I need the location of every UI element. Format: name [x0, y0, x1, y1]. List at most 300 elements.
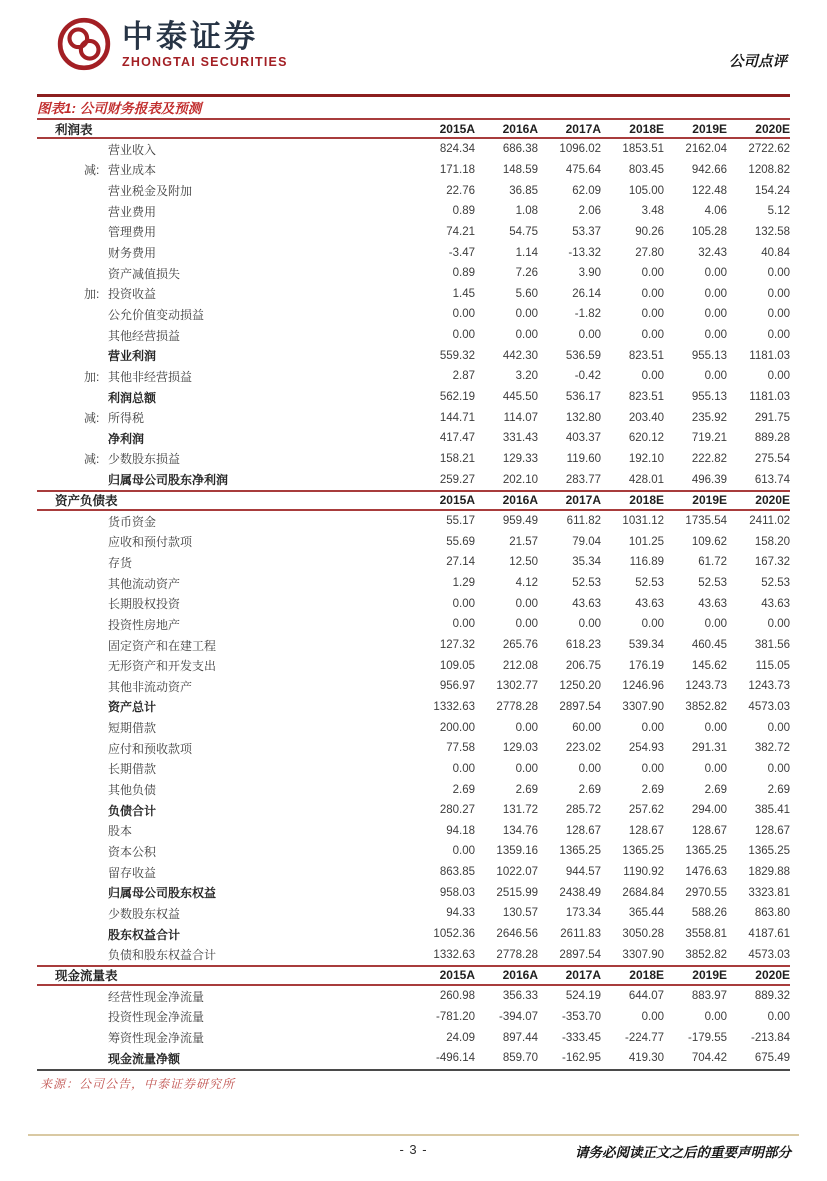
value-cell: 5.60 [515, 287, 538, 300]
value-cell: 0.00 [641, 370, 664, 383]
value-cell: 1365.25 [559, 845, 601, 858]
value-cell: 7.26 [515, 267, 538, 280]
table-row [37, 222, 790, 243]
row-label [37, 471, 412, 488]
value-cell: 2778.28 [496, 700, 538, 713]
value-cell: 1853.51 [622, 143, 664, 156]
value-cell: 74.21 [446, 225, 475, 238]
value-cell: 291.31 [691, 742, 727, 755]
value-cell: 52.53 [572, 577, 601, 590]
value-cell: 417.47 [439, 432, 475, 445]
year-header: 2015A [439, 968, 475, 983]
value-cell: 2.87 [452, 370, 475, 383]
table-row [37, 325, 790, 346]
table-row [37, 614, 790, 635]
value-cell: 2.69 [641, 783, 664, 796]
value-cell: 0.00 [767, 267, 790, 280]
value-cell: 1476.63 [685, 866, 727, 879]
row-item-name: 营业利润 [108, 349, 157, 364]
value-cell: 889.28 [754, 432, 790, 445]
row-item-name: 固定资产和在建工程 [108, 638, 217, 653]
value-cell: 130.57 [502, 907, 538, 920]
table-row [37, 469, 790, 490]
value-cell: 4.06 [704, 205, 727, 218]
value-cell: 955.13 [691, 349, 727, 362]
value-cell: 119.60 [566, 452, 601, 465]
value-cell: 54.75 [509, 225, 538, 238]
value-cell: 0.00 [578, 329, 601, 342]
table-row [37, 449, 790, 470]
row-item-name: 投资性现金净流量 [108, 1010, 205, 1025]
value-cell: 4573.03 [748, 948, 790, 961]
table-row [37, 862, 790, 883]
value-cell: 260.98 [439, 990, 475, 1003]
value-cell: 62.09 [572, 184, 601, 197]
value-cell: 43.63 [572, 597, 601, 610]
value-cell: -213.84 [750, 1031, 790, 1044]
row-label [37, 182, 412, 199]
value-cell: 275.54 [754, 452, 790, 465]
value-cell: 675.49 [754, 1052, 790, 1065]
row-item-name: 其他负债 [108, 783, 157, 798]
value-cell: 2.69 [452, 783, 475, 796]
value-cell: 1208.82 [748, 163, 790, 176]
value-cell: 109.62 [691, 535, 727, 548]
value-cell: 27.14 [446, 556, 475, 569]
value-cell: 0.00 [641, 721, 664, 734]
year-header: 2018E [629, 121, 664, 136]
value-cell: 3323.81 [748, 886, 790, 899]
row-label [37, 905, 412, 922]
value-cell: 3852.82 [685, 700, 727, 713]
value-cell: 52.53 [761, 577, 790, 590]
section-title: 资产负债表 [55, 494, 118, 509]
value-cell: 0.00 [515, 597, 538, 610]
row-item-name: 无形资产和开发支出 [108, 659, 217, 674]
value-cell: 212.08 [502, 659, 538, 672]
value-cell: 0.00 [767, 1010, 790, 1023]
row-item-name: 应收和预付款项 [108, 535, 193, 550]
value-cell: 291.75 [754, 411, 790, 424]
value-cell: 285.72 [565, 804, 601, 817]
row-item-name: 营业费用 [108, 204, 157, 219]
row-item-name: 留存收益 [108, 865, 157, 880]
row-item-name: 投资收益 [108, 287, 157, 302]
value-cell: 475.64 [565, 163, 601, 176]
value-cell: 0.00 [641, 329, 664, 342]
value-cell: 154.24 [754, 184, 790, 197]
value-cell: 859.70 [502, 1052, 538, 1065]
row-label [37, 223, 412, 240]
row-label [37, 450, 412, 467]
row-label [37, 884, 412, 901]
table-row [37, 387, 790, 408]
value-cell: 145.62 [691, 659, 727, 672]
row-label [37, 430, 412, 447]
value-cell: 24.09 [446, 1031, 475, 1044]
value-cell: 897.44 [502, 1031, 538, 1044]
value-cell: 2162.04 [685, 143, 727, 156]
value-cell: 131.72 [502, 804, 538, 817]
figure-title: 图表1: 公司财务报表及预测 [37, 101, 202, 116]
value-cell: 562.19 [439, 391, 475, 403]
year-header: 2020E [755, 121, 790, 136]
row-item-name: 资产总计 [108, 700, 157, 715]
value-cell: 280.27 [439, 804, 475, 817]
value-cell: 2646.56 [496, 928, 538, 941]
value-cell: 1.45 [452, 287, 475, 300]
value-cell: 3050.28 [622, 928, 664, 941]
value-cell: 1181.03 [749, 349, 790, 362]
value-cell: 79.04 [572, 535, 601, 548]
value-cell: 115.05 [755, 659, 790, 672]
value-cell: 148.59 [502, 163, 538, 176]
zhongtai-logo-emblem [56, 16, 112, 72]
row-label [37, 637, 412, 654]
row-label [37, 533, 412, 550]
year-header: 2017A [565, 121, 601, 136]
row-item-name: 营业税金及附加 [108, 184, 193, 199]
value-cell: 2.69 [515, 783, 538, 796]
value-cell: 536.59 [565, 349, 601, 362]
value-cell: 52.53 [698, 577, 727, 590]
row-item-name: 利润总额 [108, 390, 157, 405]
value-cell: 294.00 [691, 804, 727, 817]
value-cell: 0.00 [767, 287, 790, 300]
row-label [37, 1050, 412, 1067]
value-cell: 2611.83 [560, 928, 601, 941]
value-cell: 254.93 [628, 742, 664, 755]
row-label [37, 719, 412, 736]
row-label [37, 698, 412, 715]
value-cell: 2515.99 [496, 886, 538, 899]
section-title: 现金流量表 [55, 969, 118, 984]
value-cell: 0.89 [452, 267, 475, 280]
row-item-name: 营业收入 [108, 142, 157, 157]
value-cell: 21.57 [509, 535, 538, 548]
value-cell: 0.00 [515, 762, 538, 775]
value-cell: 588.26 [691, 907, 727, 920]
value-cell: -13.32 [568, 246, 601, 259]
row-item-name: 归属母公司股东权益 [108, 886, 217, 901]
table-row [37, 1027, 790, 1048]
year-header: 2017A [565, 968, 601, 983]
value-cell: 40.84 [761, 246, 790, 259]
footer-disclaimer: 请务必阅读正文之后的重要声明部分 [575, 1145, 791, 1160]
value-cell: 171.18 [439, 163, 475, 176]
value-cell: -224.77 [624, 1031, 664, 1044]
row-item-name: 所得税 [108, 411, 145, 426]
table-row [37, 903, 790, 924]
row-label [37, 203, 412, 220]
value-cell: 283.77 [565, 473, 601, 486]
value-cell: 127.32 [439, 639, 475, 652]
value-cell: 116.89 [629, 556, 664, 569]
section-header-row [37, 490, 790, 511]
value-cell: 823.51 [628, 349, 664, 362]
section-title: 利润表 [55, 122, 93, 137]
row-item-name: 少数股东权益 [108, 906, 181, 921]
value-cell: 2.69 [704, 783, 727, 796]
value-cell: 12.50 [509, 556, 538, 569]
value-cell: -333.45 [561, 1031, 601, 1044]
value-cell: 403.37 [565, 432, 601, 445]
value-cell: 1359.16 [496, 845, 538, 858]
row-label [37, 389, 412, 406]
table-row [37, 552, 790, 573]
value-cell: 496.39 [691, 473, 727, 486]
value-cell: 613.74 [754, 473, 790, 486]
row-label [37, 678, 412, 695]
value-cell: 0.00 [704, 308, 727, 321]
value-cell: 1735.54 [685, 515, 727, 528]
value-cell: 1.08 [515, 205, 538, 218]
table-row [37, 532, 790, 553]
value-cell: 2722.62 [748, 143, 790, 156]
row-item-name: 管理费用 [108, 225, 157, 240]
value-cell: 704.42 [691, 1052, 727, 1065]
value-cell: 61.72 [698, 556, 727, 569]
value-cell: 2684.84 [622, 886, 664, 899]
row-item-name: 负债合计 [108, 803, 157, 818]
value-cell: 536.17 [565, 391, 601, 403]
value-cell: -179.55 [687, 1031, 727, 1044]
value-cell: 0.00 [515, 618, 538, 631]
row-label [37, 409, 412, 426]
value-cell: 203.40 [628, 411, 664, 424]
value-cell: 0.00 [704, 721, 727, 734]
value-cell: 3.20 [515, 370, 538, 383]
table-row [37, 655, 790, 676]
value-cell: 173.34 [565, 907, 601, 920]
table-row [37, 821, 790, 842]
value-cell: 206.75 [565, 659, 601, 672]
year-header: 2016A [502, 121, 538, 136]
row-item-name: 公允价值变动损益 [108, 307, 205, 322]
value-cell: 0.00 [515, 721, 538, 734]
row-label [37, 347, 412, 364]
value-cell: 53.37 [572, 225, 601, 238]
row-label [37, 285, 412, 302]
row-item-name: 资产减值损失 [108, 266, 181, 281]
table-row [37, 263, 790, 284]
table-row [37, 242, 790, 263]
value-cell: 77.58 [446, 742, 475, 755]
year-header: 2015A [439, 493, 475, 508]
value-cell: 0.00 [704, 267, 727, 280]
row-prefix: 加: [84, 287, 100, 302]
table-row [37, 1007, 790, 1028]
value-cell: 824.34 [439, 143, 475, 156]
row-label [37, 595, 412, 612]
value-cell: 944.57 [565, 866, 601, 879]
value-cell: 176.19 [628, 659, 664, 672]
value-cell: 109.05 [439, 659, 475, 672]
value-cell: 132.58 [754, 225, 790, 238]
value-cell: 129.03 [502, 742, 538, 755]
table-row [37, 738, 790, 759]
row-label [37, 781, 412, 798]
value-cell: 134.76 [502, 824, 538, 837]
value-cell: 0.00 [641, 287, 664, 300]
value-cell: -496.14 [435, 1052, 475, 1065]
row-item-name: 货币资金 [108, 514, 157, 529]
row-item-name: 现金流量净额 [108, 1051, 181, 1066]
row-item-name: 股本 [108, 824, 133, 839]
value-cell: 3.48 [641, 205, 664, 218]
row-item-name: 其他经营损益 [108, 328, 181, 343]
row-label [37, 244, 412, 261]
value-cell: 4573.03 [748, 700, 790, 713]
row-label [37, 616, 412, 633]
value-cell: 883.97 [691, 990, 727, 1003]
value-cell: 686.38 [502, 143, 538, 156]
value-cell: 1250.20 [559, 680, 601, 693]
value-cell: 158.21 [439, 452, 475, 465]
value-cell: 43.63 [698, 597, 727, 610]
value-cell: 2438.49 [559, 886, 601, 899]
value-cell: 0.00 [452, 308, 475, 321]
value-cell: 428.01 [628, 473, 664, 486]
row-prefix: 减: [84, 163, 100, 178]
value-cell: 442.30 [502, 349, 538, 362]
table-row [37, 1048, 790, 1069]
value-cell: -1.82 [574, 308, 601, 321]
row-label [37, 760, 412, 777]
source-note: 来源：公司公告，中泰证券研究所 [40, 1077, 236, 1091]
value-cell: 0.00 [704, 287, 727, 300]
table-row [37, 944, 790, 965]
value-cell: 105.00 [628, 184, 664, 197]
year-header: 2018E [629, 493, 664, 508]
value-cell: 2411.02 [749, 515, 790, 528]
row-label [37, 327, 412, 344]
value-cell: 1365.25 [748, 845, 790, 858]
value-cell: 0.00 [704, 329, 727, 342]
row-item-name: 其他非经营损益 [108, 369, 193, 384]
value-cell: 385.41 [754, 804, 790, 817]
value-cell: 1096.02 [559, 143, 601, 156]
value-cell: 259.27 [439, 473, 475, 486]
year-header: 2020E [755, 493, 790, 508]
value-cell: 0.00 [641, 762, 664, 775]
value-cell: 0.00 [641, 267, 664, 280]
value-cell: 0.00 [767, 370, 790, 383]
row-label [37, 926, 412, 943]
year-header: 2019E [692, 121, 727, 136]
table-row [37, 841, 790, 862]
year-header: 2018E [629, 968, 664, 983]
row-label [37, 657, 412, 674]
row-label [37, 988, 412, 1005]
value-cell: 889.32 [754, 990, 790, 1003]
value-cell: 539.34 [628, 639, 664, 652]
value-cell: 2.06 [578, 205, 601, 218]
value-cell: 1052.36 [433, 928, 475, 941]
value-cell: 26.14 [572, 287, 601, 300]
footer-rule [28, 1134, 799, 1136]
value-cell: 1.14 [515, 246, 538, 259]
value-cell: 128.67 [565, 824, 601, 837]
value-cell: 55.69 [446, 535, 475, 548]
row-item-name: 筹资性现金净流量 [108, 1031, 205, 1046]
row-label [37, 554, 412, 571]
row-item-name: 负债和股东权益合计 [108, 948, 217, 963]
table-row [37, 283, 790, 304]
table-row [37, 924, 790, 945]
value-cell: 356.33 [502, 990, 538, 1003]
value-cell: 863.85 [439, 866, 475, 879]
row-item-name: 投资性房地产 [108, 617, 181, 632]
value-cell: -353.70 [561, 1010, 601, 1023]
value-cell: 365.44 [628, 907, 664, 920]
value-cell: 1243.73 [748, 680, 790, 693]
value-cell: -3.47 [448, 246, 475, 259]
row-label [37, 802, 412, 819]
value-cell: 0.00 [704, 1010, 727, 1023]
value-cell: 0.00 [767, 618, 790, 631]
value-cell: 611.82 [566, 515, 601, 528]
value-cell: 192.10 [628, 452, 664, 465]
value-cell: 0.00 [704, 762, 727, 775]
value-cell: 4.12 [515, 577, 538, 590]
row-item-name: 归属母公司股东净利润 [108, 473, 229, 488]
table-row [37, 717, 790, 738]
value-cell: 105.28 [691, 225, 727, 238]
value-cell: 620.12 [628, 432, 664, 445]
value-cell: 0.00 [767, 721, 790, 734]
row-label [37, 946, 412, 963]
value-cell: 4187.61 [748, 928, 790, 941]
value-cell: 129.33 [502, 452, 538, 465]
value-cell: 1829.88 [748, 866, 790, 879]
row-item-name: 其他非流动资产 [108, 679, 193, 694]
value-cell: 0.00 [578, 618, 601, 631]
value-cell: 128.67 [691, 824, 727, 837]
value-cell: 101.25 [628, 535, 664, 548]
value-cell: 2897.54 [559, 948, 601, 961]
year-header: 2020E [755, 968, 790, 983]
value-cell: 1181.03 [749, 391, 790, 403]
value-cell: 36.85 [509, 184, 538, 197]
value-cell: 128.67 [754, 824, 790, 837]
report-type-label: 公司点评 [729, 54, 787, 70]
row-prefix: 加: [84, 369, 100, 384]
brand-name-cn: 中泰证券 [122, 18, 258, 54]
table-row [37, 635, 790, 656]
brand-text [122, 20, 288, 69]
value-cell: -0.42 [574, 370, 601, 383]
value-cell: 0.00 [704, 618, 727, 631]
table-row [37, 428, 790, 449]
row-label [37, 265, 412, 282]
year-header: 2016A [502, 968, 538, 983]
row-item-name: 长期股权投资 [108, 597, 181, 612]
value-cell: 167.32 [754, 556, 790, 569]
value-cell: 132.80 [565, 411, 601, 424]
value-cell: 0.00 [641, 1010, 664, 1023]
value-cell: 803.45 [628, 163, 664, 176]
value-cell: 265.76 [502, 639, 538, 652]
value-cell: 0.00 [767, 308, 790, 321]
row-label [37, 161, 412, 178]
value-cell: 445.50 [502, 391, 538, 403]
value-cell: 22.76 [446, 184, 475, 197]
value-cell: 0.00 [641, 618, 664, 631]
table-row [37, 345, 790, 366]
table-row [37, 986, 790, 1007]
year-header: 2015A [439, 121, 475, 136]
